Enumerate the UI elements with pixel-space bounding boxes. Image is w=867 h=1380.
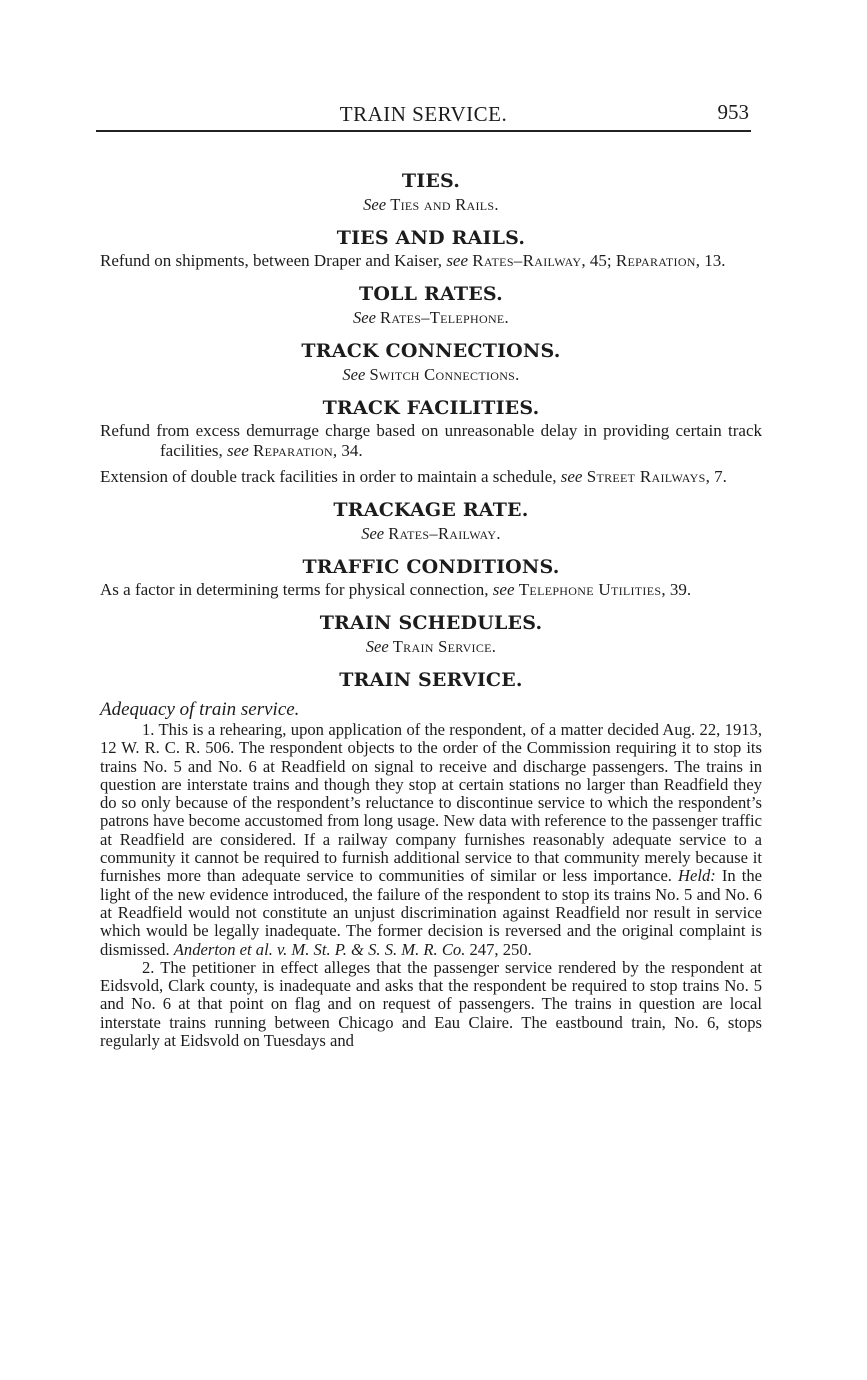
reference-number: , 39. bbox=[661, 580, 692, 599]
case-citation: Anderton et al. v. M. St. P. & S. S. M. R. Co. bbox=[173, 939, 466, 959]
see-word: see bbox=[492, 580, 515, 599]
heading-track-facilities: TRACK FACILITIES. bbox=[322, 397, 540, 419]
reference-number: , 34. bbox=[332, 441, 363, 460]
cross-reference: Rates–Railway. bbox=[388, 524, 501, 543]
entry-text: As a factor in determining terms for physical connection, bbox=[100, 580, 493, 599]
running-title: TRAIN SERVICE. bbox=[339, 102, 508, 126]
cross-reference: Rates–Railway bbox=[472, 251, 582, 270]
entry-track-facilities-refund bbox=[100, 421, 762, 461]
cross-reference: Telephone Utilities bbox=[518, 580, 662, 599]
reference-number: , 13. bbox=[695, 251, 726, 270]
reference-number: , 45; bbox=[581, 251, 616, 270]
cross-reference: Train Service. bbox=[392, 637, 497, 656]
index-content bbox=[100, 168, 762, 1050]
see-reference-ties bbox=[100, 194, 762, 216]
entry-track-facilities-extension bbox=[100, 467, 762, 487]
cross-reference: Street Railways bbox=[586, 467, 706, 486]
see-word: See bbox=[363, 195, 387, 214]
cross-reference: Ties and Rails. bbox=[390, 195, 499, 214]
heading-toll-rates: TOLL RATES. bbox=[359, 283, 503, 305]
see-word: See bbox=[353, 308, 376, 327]
see-word: See bbox=[361, 524, 385, 543]
paragraph-2: 2. The petitioner in effect alleges that the passenger service rendered by the respondent at Eidsvold, Clark county, is inadequate and asks that the respondent be required to stop trains No. 5 and No. 6 at that point on flag and on request of passengers. The trains in question are local interstate trains running between Chicago and Eau Claire. The eastbound train, No. 6, stops regularly at Eidsvold on Tuesdays and bbox=[100, 957, 762, 1051]
heading-train-service: TRAIN SERVICE. bbox=[339, 669, 523, 691]
see-reference-train-schedules bbox=[100, 636, 762, 658]
paragraph-1 bbox=[100, 721, 762, 959]
entry-text: Extension of double track facilities in order to maintain a schedule, bbox=[100, 467, 561, 486]
see-word: see bbox=[446, 251, 469, 270]
heading-traffic-conditions: TRAFFIC CONDITIONS. bbox=[302, 556, 560, 578]
heading-ties: TIES. bbox=[401, 170, 461, 192]
heading-track-connections: TRACK CONNECTIONS. bbox=[301, 340, 561, 362]
cross-reference: Rates–Telephone. bbox=[380, 308, 509, 327]
paragraph-text: 1. This is a rehearing, upon application of the respondent, of a matter decided Aug. 22, 1913, 12 W. R. C. R. 506. The respondent objects to the order of the Commission requiring it to stop its trains No. 5 and No. 6 at Readfield on signal to receive and discharge passengers. The trains in question are interstate trains and though they stop at certain stations no larger than Readfield they do so only because of the respondent’s reluctance to discontinue service to which the respondent’s patrons have become accustomed from long usage. New data with reference to the passenger traffic at Readfield are considered. If a railway company furnishes reasonably adequate service to a community it cannot be required to furnish additional service to that community merely because it furnishes more than adequate service to communities of similar or less importance. bbox=[100, 720, 762, 886]
cross-reference: Reparation bbox=[615, 251, 696, 270]
heading-ties-and-rails: TIES AND RAILS. bbox=[336, 227, 526, 249]
heading-trackage-rate: TRACKAGE RATE. bbox=[333, 499, 529, 521]
held-label: Held: bbox=[678, 866, 716, 886]
see-reference-track-connections bbox=[100, 364, 762, 386]
entry-traffic-conditions bbox=[100, 580, 762, 600]
reference-number: , 7. bbox=[705, 467, 727, 486]
citation-pages: 247, 250. bbox=[465, 939, 532, 959]
see-word: see bbox=[227, 441, 249, 460]
see-word: see bbox=[560, 467, 583, 486]
entry-text: Refund on shipments, between Draper and Kaiser, bbox=[100, 251, 447, 270]
entry-ties-and-rails bbox=[100, 251, 762, 271]
cross-reference: Switch Connections. bbox=[369, 365, 520, 384]
see-reference-trackage-rate bbox=[100, 523, 762, 545]
paragraph-text: In the light of the new evidence introduced, the failure of the respondent to stop its trains No. 5 and No. 6 at Readfield would not constitute an unjust discrimination against Readfield nor result in service which would be legally inadequate. The former decision is reversed and the original complaint is dismissed. bbox=[100, 866, 762, 959]
page-number: 953 bbox=[717, 100, 749, 124]
entry-text: Refund from excess demurrage charge based on unreasonable delay in providing certain track facilities, bbox=[100, 421, 762, 460]
subheading-adequacy: Adequacy of train service. bbox=[100, 699, 300, 720]
see-reference-toll-rates bbox=[100, 307, 762, 329]
cross-reference: Reparation bbox=[253, 441, 333, 460]
running-head bbox=[96, 100, 751, 132]
see-word: See bbox=[342, 365, 366, 384]
see-word: See bbox=[365, 637, 389, 656]
heading-train-schedules: TRAIN SCHEDULES. bbox=[319, 612, 543, 634]
